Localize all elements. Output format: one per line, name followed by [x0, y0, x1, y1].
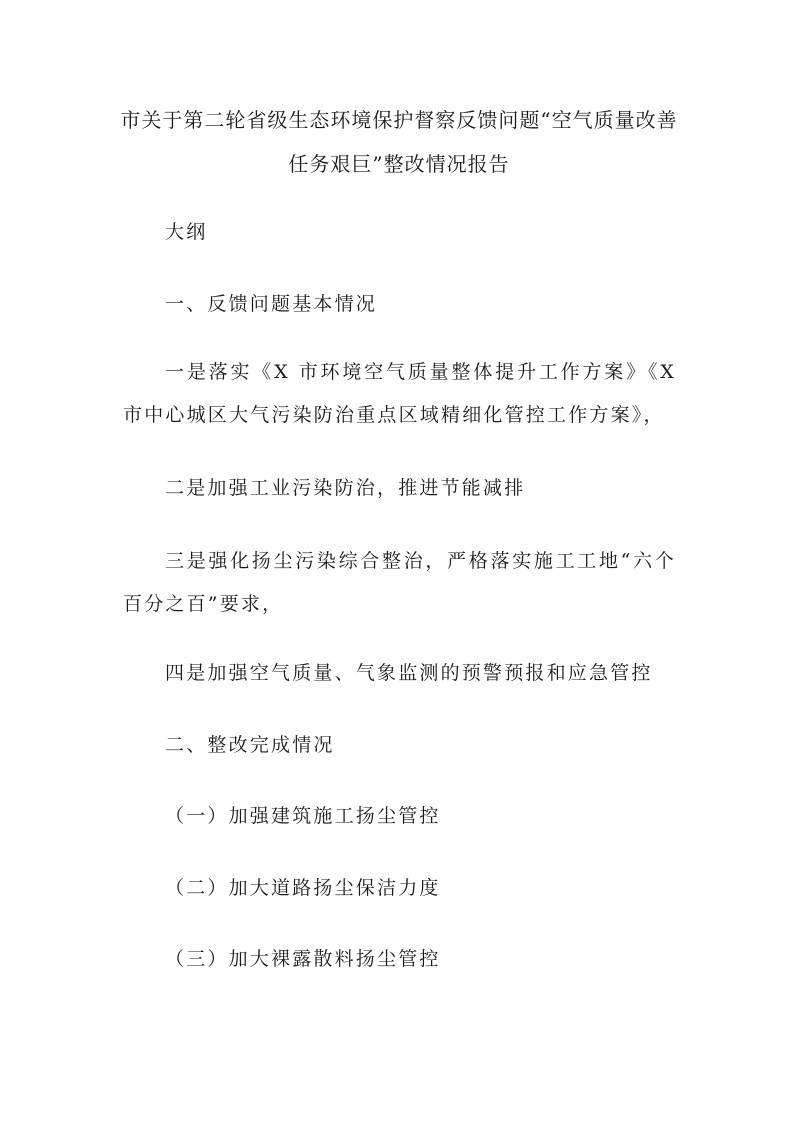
paragraph-item-2: 二是加强工业污染防治，推进节能减排: [165, 477, 526, 499]
paragraph-item-4: 四是加强空气质量、气象监测的预警预报和应急管控: [165, 662, 653, 684]
subsection-heading-2: （二）加大道路扬尘保洁力度: [165, 877, 441, 899]
paragraph-item-3: 三是强化扬尘污染综合整治，严格落实施工工地“六个百分之百”要求，: [123, 550, 676, 615]
subsection-heading-3: （三）加大裸露散料扬尘管控: [165, 948, 441, 970]
document-title: 市关于第二轮省级生态环境保护督察反馈问题“空气质量改善任务艰巨”整改情况报告: [120, 108, 678, 176]
section-heading-2: 二、整改完成情况: [165, 734, 335, 756]
subsection-heading-1: （一）加强建筑施工扬尘管控: [165, 805, 441, 827]
paragraph-item-1: 一是落实《X 市环境空气质量整体提升工作方案》《X 市中心城区大气污染防治重点区域精细化管控工作方案》，: [123, 361, 676, 426]
outline-label: 大纲: [165, 221, 208, 243]
section-heading-1: 一、反馈问题基本情况: [165, 293, 378, 315]
